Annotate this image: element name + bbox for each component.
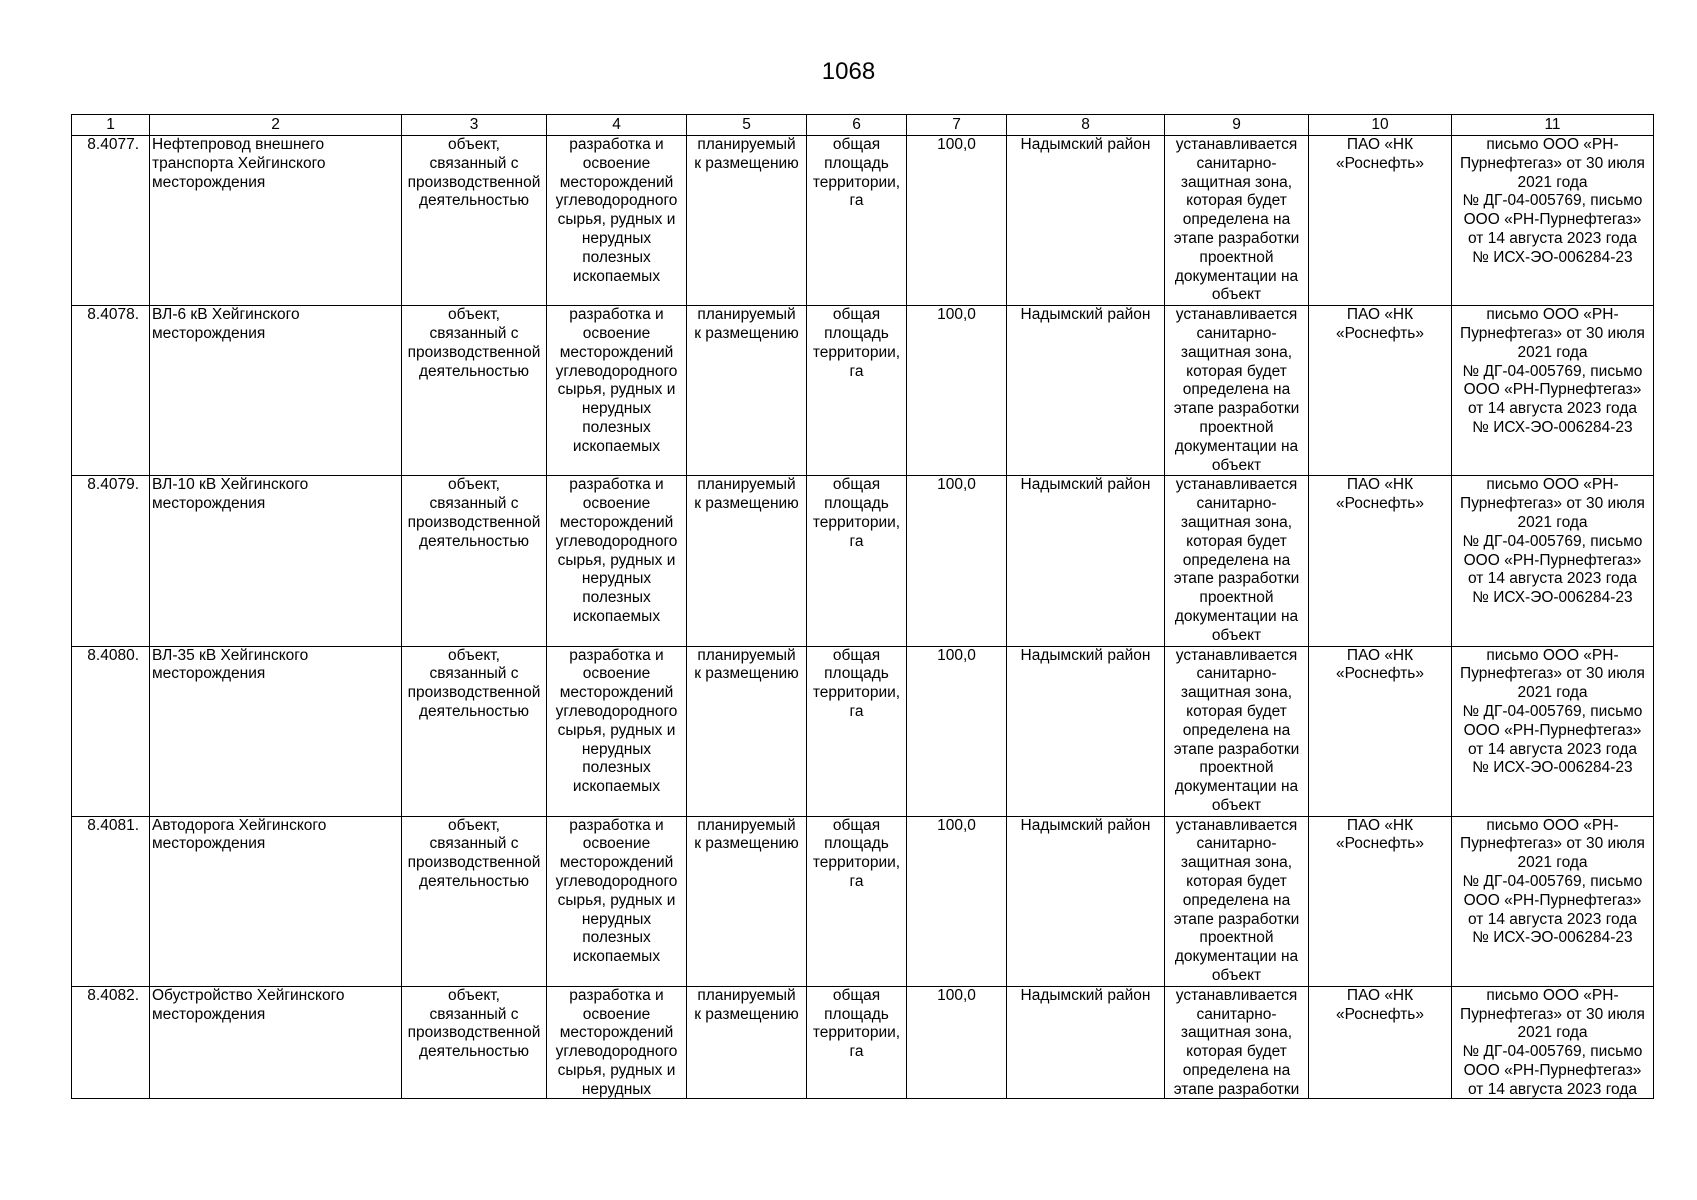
column-header: 11 xyxy=(1452,115,1654,136)
cell-text: общая площадь территории, га xyxy=(812,646,901,720)
organization-cell xyxy=(1309,646,1452,816)
zone-cell xyxy=(1165,306,1309,476)
location-cell xyxy=(1007,986,1165,1098)
cell-text: ПАО «НК «Роснефть» xyxy=(1335,986,1425,1023)
object-type-cell xyxy=(402,136,547,306)
object-purpose-cell xyxy=(547,986,687,1098)
table-row xyxy=(72,816,1654,986)
object-status-cell xyxy=(687,476,807,646)
cell-text: устанавливается санитарно- защитная зона, которая будет определена на этапе разработки проектной документации на объект xyxy=(1173,306,1300,474)
cell-text: Обустройство Хейгинского месторождения xyxy=(152,986,345,1023)
cell-text: 100,0 xyxy=(937,646,976,664)
cell-text: планируемый к размещению xyxy=(694,476,799,513)
object-purpose-cell xyxy=(547,646,687,816)
column-header: 5 xyxy=(687,115,807,136)
cell-text: Надымский район xyxy=(1020,136,1151,153)
object-number-cell xyxy=(72,306,150,476)
cell-text: письмо ООО «РН- Пурнефтегаз» от 30 июля 2021 года № ДГ-04-005769, письмо ООО «РН-Пурнефтегаз» от 14 августа 2023 года № ИСХ-ЭО-006284-23 xyxy=(1460,476,1645,607)
object-status-cell xyxy=(687,306,807,476)
characteristic-value-cell xyxy=(907,306,1007,476)
cell-text: устанавливается санитарно- защитная зона, которая будет определена на этапе разработки проектной документации на объект xyxy=(1173,646,1300,814)
object-type-cell xyxy=(402,476,547,646)
column-header: 10 xyxy=(1309,115,1452,136)
organization-cell xyxy=(1309,136,1452,306)
location-cell xyxy=(1007,816,1165,986)
basis-cell xyxy=(1452,306,1654,476)
organization-cell xyxy=(1309,986,1452,1098)
object-number-cell xyxy=(72,476,150,646)
cell-text: 8.4081. xyxy=(87,816,139,834)
object-type-cell xyxy=(402,816,547,986)
cell-text: ВЛ-35 кВ Хейгинского месторождения xyxy=(152,646,309,683)
organization-cell xyxy=(1309,476,1452,646)
object-number-cell xyxy=(72,136,150,306)
cell-text: 100,0 xyxy=(937,476,976,494)
cell-text: планируемый к размещению xyxy=(694,816,799,853)
object-number-cell xyxy=(72,646,150,816)
characteristic-name-cell xyxy=(807,136,907,306)
cell-text: Надымский район xyxy=(1020,306,1151,324)
cell-text: разработка и освоение месторождений углеводородного сырья, рудных и нерудных xyxy=(555,986,678,1098)
cell-text: 100,0 xyxy=(937,816,976,834)
table-row xyxy=(72,646,1654,816)
cell-text: общая площадь территории, га xyxy=(812,306,901,380)
column-header: 7 xyxy=(907,115,1007,136)
object-name-cell xyxy=(150,476,402,646)
object-name-cell xyxy=(150,816,402,986)
location-cell xyxy=(1007,136,1165,306)
cell-text: ВЛ-10 кВ Хейгинского месторождения xyxy=(152,476,309,513)
cell-text: устанавливается санитарно- защитная зона, которая будет определена на этапе разработки проектной документации на объект xyxy=(1173,816,1300,985)
object-purpose-cell xyxy=(547,476,687,646)
object-type-cell xyxy=(402,646,547,816)
cell-text: ПАО «НК «Роснефть» xyxy=(1335,476,1425,513)
cell-text: Надымский район xyxy=(1020,816,1151,834)
basis-cell xyxy=(1452,136,1654,306)
cell-text: Надымский район xyxy=(1020,476,1151,494)
cell-text: Надымский район xyxy=(1020,986,1151,1004)
cell-text: планируемый к размещению xyxy=(694,136,799,172)
cell-text: планируемый к размещению xyxy=(694,306,799,342)
object-type-cell xyxy=(402,986,547,1098)
characteristic-name-cell xyxy=(807,306,907,476)
column-number-row xyxy=(72,115,1654,136)
cell-text: устанавливается санитарно- защитная зона, которая будет определена на этапе разработки xyxy=(1173,986,1300,1098)
cell-text: 8.4080. xyxy=(87,646,139,664)
object-number-cell xyxy=(72,816,150,986)
characteristic-name-cell xyxy=(807,476,907,646)
cell-text: 8.4082. xyxy=(87,986,139,1004)
table-row xyxy=(72,306,1654,476)
location-cell xyxy=(1007,306,1165,476)
page-number: 1068 xyxy=(821,58,876,85)
cell-text: 8.4077. xyxy=(87,136,139,153)
characteristic-value-cell xyxy=(907,646,1007,816)
cell-text: общая площадь территории, га xyxy=(812,476,901,550)
cell-text: ВЛ-6 кВ Хейгинского месторождения xyxy=(152,306,300,342)
column-header: 8 xyxy=(1007,115,1165,136)
cell-text: ПАО «НК «Роснефть» xyxy=(1335,136,1425,172)
cell-text: 8.4078. xyxy=(87,306,139,324)
cell-text: общая площадь территории, га xyxy=(812,136,901,210)
cell-text: общая площадь территории, га xyxy=(812,816,901,891)
object-status-cell xyxy=(687,816,807,986)
cell-text: письмо ООО «РН- Пурнефтегаз» от 30 июля 2021 года № ДГ-04-005769, письмо ООО «РН-Пурнефтегаз» от 14 августа 2023 года № ИСХ-ЭО-006284-23 xyxy=(1460,816,1645,947)
table-row xyxy=(72,986,1654,1098)
object-name-cell xyxy=(150,136,402,306)
cell-text: письмо ООО «РН- Пурнефтегаз» от 30 июля 2021 года № ДГ-04-005769, письмо ООО «РН-Пурнефтегаз» от 14 августа 2023 года № ИСХ-ЭО-006284-23 xyxy=(1460,306,1645,436)
object-name-cell xyxy=(150,646,402,816)
cell-text: 8.4079. xyxy=(87,476,139,494)
basis-cell xyxy=(1452,476,1654,646)
zone-cell xyxy=(1165,476,1309,646)
characteristic-value-cell xyxy=(907,136,1007,306)
table-row xyxy=(72,476,1654,646)
object-status-cell xyxy=(687,136,807,306)
cell-text: разработка и освоение месторождений углеводородного сырья, рудных и нерудных полезных ископаемых xyxy=(555,476,678,625)
cell-text: 100,0 xyxy=(937,136,976,153)
object-status-cell xyxy=(687,646,807,816)
column-header: 3 xyxy=(402,115,547,136)
object-name-cell xyxy=(150,306,402,476)
zone-cell xyxy=(1165,646,1309,816)
zone-cell xyxy=(1165,136,1309,306)
cell-text: ПАО «НК «Роснефть» xyxy=(1335,816,1425,853)
object-name-cell xyxy=(150,986,402,1098)
organization-cell xyxy=(1309,306,1452,476)
characteristic-name-cell xyxy=(807,646,907,816)
column-header: 2 xyxy=(150,115,402,136)
column-header: 1 xyxy=(72,115,150,136)
characteristic-value-cell xyxy=(907,476,1007,646)
cell-text: объект, связанный с производственной деятельностью xyxy=(407,306,541,380)
characteristic-name-cell xyxy=(807,986,907,1098)
table-row xyxy=(72,136,1654,306)
cell-text: 100,0 xyxy=(937,306,976,324)
object-number-cell xyxy=(72,986,150,1098)
cell-text: объект, связанный с производственной деятельностью xyxy=(407,816,541,891)
object-purpose-cell xyxy=(547,306,687,476)
cell-text: ПАО «НК «Роснефть» xyxy=(1335,646,1425,683)
column-header: 4 xyxy=(547,115,687,136)
column-header: 6 xyxy=(807,115,907,136)
cell-text: разработка и освоение месторождений углеводородного сырья, рудных и нерудных полезных ископаемых xyxy=(555,136,678,285)
cell-text: письмо ООО «РН- Пурнефтегаз» от 30 июля 2021 года № ДГ-04-005769, письмо ООО «РН-Пурнефтегаз» от 14 августа 2023 года xyxy=(1460,986,1645,1098)
cell-text: планируемый к размещению xyxy=(694,646,799,683)
cell-text: планируемый к размещению xyxy=(694,986,799,1023)
cell-text: письмо ООО «РН- Пурнефтегаз» от 30 июля 2021 года № ДГ-04-005769, письмо ООО «РН-Пурнефтегаз» от 14 августа 2023 года № ИСХ-ЭО-006284-23 xyxy=(1460,646,1645,777)
cell-text: общая площадь территории, га xyxy=(812,986,901,1061)
characteristic-value-cell xyxy=(907,816,1007,986)
location-cell xyxy=(1007,646,1165,816)
basis-cell xyxy=(1452,646,1654,816)
cell-text: разработка и освоение месторождений углеводородного сырья, рудных и нерудных полезных ископаемых xyxy=(555,306,678,455)
location-cell xyxy=(1007,476,1165,646)
cell-text: Нефтепровод внешнего транспорта Хейгинского месторождения xyxy=(152,136,326,191)
zone-cell xyxy=(1165,986,1309,1098)
cell-text: объект, связанный с производственной деятельностью xyxy=(407,476,541,550)
organization-cell xyxy=(1309,816,1452,986)
cell-text: объект, связанный с производственной деятельностью xyxy=(407,136,541,210)
object-status-cell xyxy=(687,986,807,1098)
cell-text: письмо ООО «РН- Пурнефтегаз» от 30 июля 2021 года № ДГ-04-005769, письмо ООО «РН-Пурнефтегаз» от 14 августа 2023 года № ИСХ-ЭО-006284-23 xyxy=(1460,136,1645,266)
cell-text: устанавливается санитарно- защитная зона, которая будет определена на этапе разработки проектной документации на объект xyxy=(1173,476,1300,644)
basis-cell xyxy=(1452,986,1654,1098)
object-purpose-cell xyxy=(547,136,687,306)
column-header: 9 xyxy=(1165,115,1309,136)
cell-text: ПАО «НК «Роснефть» xyxy=(1335,306,1425,342)
cell-text: объект, связанный с производственной деятельностью xyxy=(407,646,541,720)
cell-text: разработка и освоение месторождений углеводородного сырья, рудных и нерудных полезных ископаемых xyxy=(555,646,678,796)
basis-cell xyxy=(1452,816,1654,986)
cell-text: разработка и освоение месторождений углеводородного сырья, рудных и нерудных полезных ископаемых xyxy=(555,816,678,966)
cell-text: Автодорога Хейгинского месторождения xyxy=(152,816,327,853)
objects-table xyxy=(71,114,1654,1099)
characteristic-name-cell xyxy=(807,816,907,986)
cell-text: объект, связанный с производственной деятельностью xyxy=(407,986,541,1061)
cell-text: Надымский район xyxy=(1020,646,1151,664)
cell-text: устанавливается санитарно- защитная зона, которая будет определена на этапе разработки проектной документации на объект xyxy=(1173,136,1300,304)
object-purpose-cell xyxy=(547,816,687,986)
cell-text: 100,0 xyxy=(937,986,976,1004)
zone-cell xyxy=(1165,816,1309,986)
characteristic-value-cell xyxy=(907,986,1007,1098)
object-type-cell xyxy=(402,306,547,476)
